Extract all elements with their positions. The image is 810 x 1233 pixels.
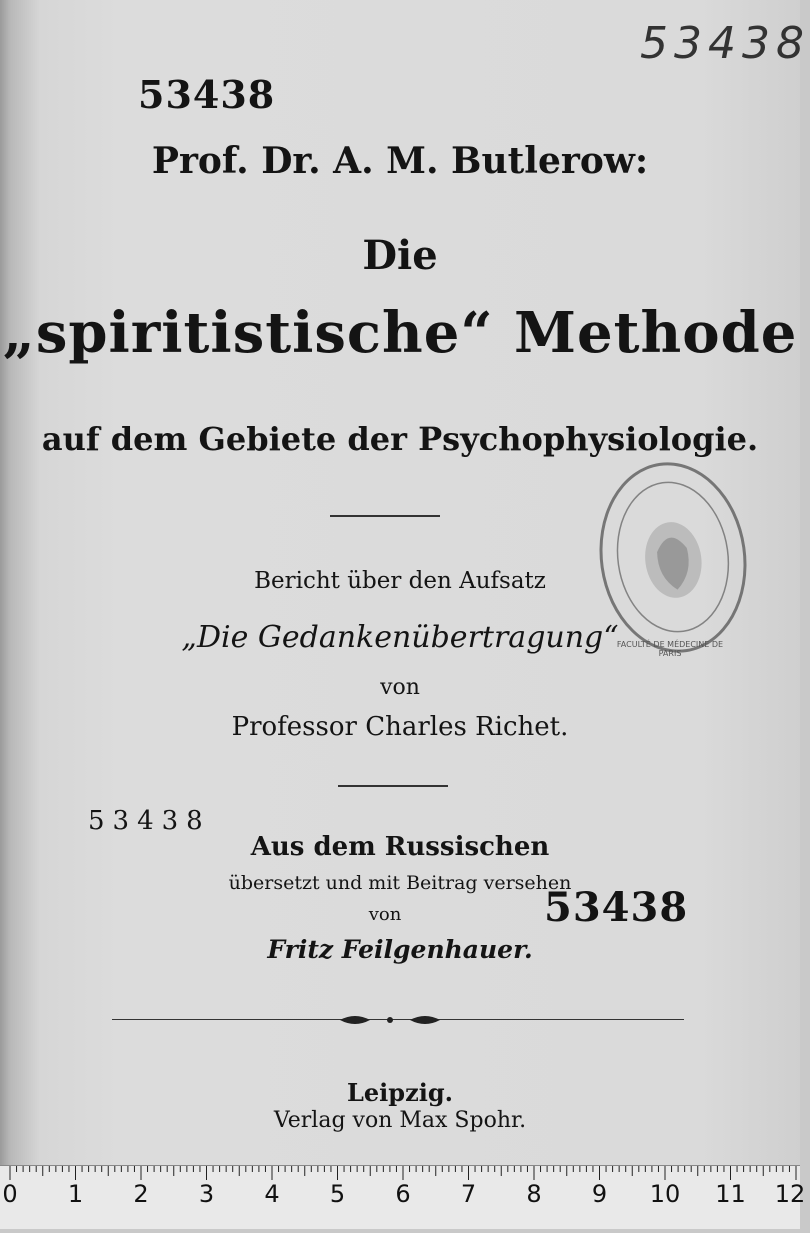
title-line-1: Die <box>362 232 438 279</box>
author-line: Prof. Dr. A. M. Butlerow: <box>151 140 649 182</box>
translation-von: von <box>368 904 402 925</box>
report-title: „Die Gedankenübertragung“ <box>181 620 619 655</box>
library-stamp <box>587 453 758 662</box>
ornament-icon <box>335 1010 445 1030</box>
subtitle: auf dem Gebiete der Psychophysiologie. <box>41 420 759 458</box>
ruler-label: 4 <box>264 1180 280 1208</box>
report-line: Bericht über den Aufsatz <box>254 568 546 594</box>
ruler-label: 0 <box>2 1180 18 1208</box>
library-stamp-text: FACULTÉ DE MÉDECINE DE PARIS <box>616 640 724 658</box>
ruler-label: 11 <box>715 1180 746 1208</box>
stamped-number-middle-right: 53438 <box>544 884 689 931</box>
title-line-2: „spiritistische“ Methode <box>2 300 798 366</box>
translator: Fritz Feilgenhauer. <box>267 935 533 964</box>
ruler-label: 8 <box>526 1180 542 1208</box>
library-stamp-seal <box>591 456 755 659</box>
ruler-label: 10 <box>649 1180 681 1208</box>
divider-1 <box>330 515 440 517</box>
report-author: Professor Charles Richet. <box>231 712 569 742</box>
ruler-label: 12 <box>774 1180 806 1208</box>
ruler-label: 9 <box>591 1180 608 1208</box>
imprint-place: Leipzig. <box>347 1078 453 1107</box>
ruler-label: 3 <box>198 1180 215 1208</box>
handwritten-number: 53438 <box>640 18 810 69</box>
imprint-publisher: Verlag von Max Spohr. <box>273 1108 527 1133</box>
stamped-number-middle-left: 53438 <box>88 806 211 836</box>
report-von: von <box>380 675 420 700</box>
ruler-label: 7 <box>460 1180 477 1208</box>
ruler-label: 2 <box>133 1180 149 1208</box>
translation-line: Aus dem Russischen <box>250 832 550 862</box>
ruler-label: 1 <box>67 1180 84 1208</box>
ruler-label: 6 <box>395 1180 411 1208</box>
translation-detail: übersetzt und mit Beitrag versehen <box>228 872 572 894</box>
stamped-number-top: 53438 <box>138 72 276 117</box>
ruler-label: 5 <box>329 1180 346 1208</box>
divider-2 <box>338 785 448 787</box>
